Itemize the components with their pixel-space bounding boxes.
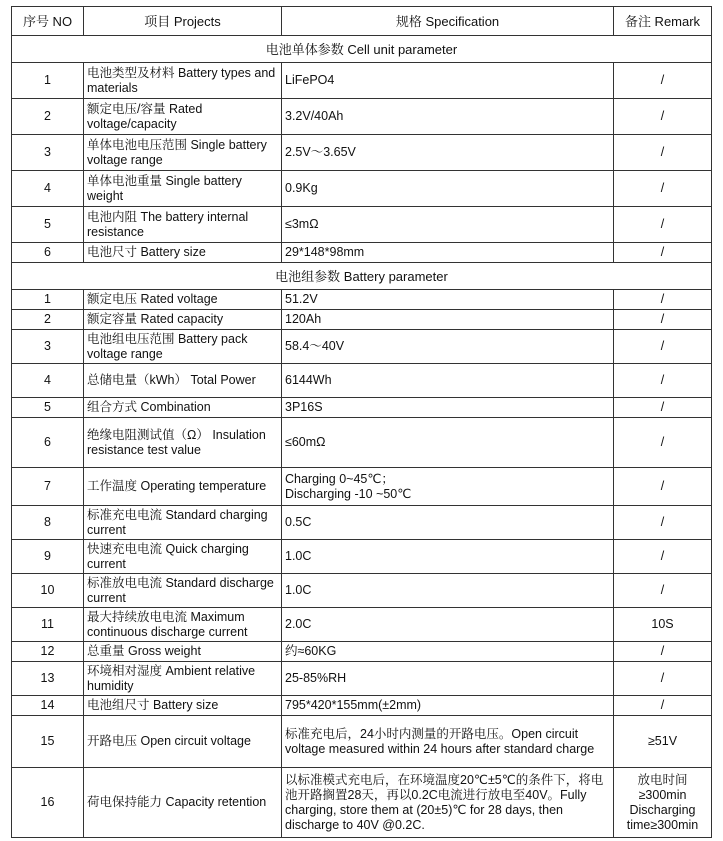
- row-project: [84, 768, 282, 838]
- table-row: [12, 398, 712, 418]
- table-row: [12, 608, 712, 642]
- header-spec: 规格 Specification: [282, 7, 614, 36]
- row-number: [12, 662, 84, 696]
- row-spec-text: 1.0C: [285, 549, 312, 563]
- row-number-text: 2: [44, 109, 51, 123]
- row-number-text: 12: [40, 644, 55, 658]
- row-number-text: 6: [44, 245, 51, 259]
- row-remark: [614, 99, 712, 135]
- row-remark-text: /: [660, 145, 665, 159]
- table-row: [12, 574, 712, 608]
- table-row: [12, 207, 712, 243]
- row-remark-text: /: [660, 373, 665, 387]
- row-spec-text: 约≈60KG: [285, 644, 337, 658]
- table-header-row: [12, 7, 712, 36]
- row-project-text: 电池尺寸 Battery size: [87, 245, 206, 259]
- row-project-text: 总重量 Gross weight: [87, 644, 201, 658]
- row-remark: [614, 662, 712, 696]
- row-spec: [282, 171, 614, 207]
- row-project-text: 总储电量（kWh） Total Power: [87, 373, 256, 387]
- row-project: [84, 243, 282, 263]
- row-number: [12, 716, 84, 768]
- row-spec-text: 3P16S: [285, 400, 323, 414]
- table-row: [12, 696, 712, 716]
- row-number: [12, 310, 84, 330]
- row-remark: [614, 207, 712, 243]
- row-number-text: 2: [44, 312, 51, 326]
- row-spec: [282, 135, 614, 171]
- row-number-text: 3: [44, 145, 51, 159]
- row-project-text: 荷电保持能力 Capacity retention: [87, 795, 267, 809]
- row-spec: [282, 290, 614, 310]
- row-spec-text: 0.9Kg: [285, 181, 318, 195]
- row-number-text: 8: [44, 515, 51, 529]
- row-number: [12, 330, 84, 364]
- row-number-text: 4: [44, 373, 51, 387]
- row-project-text: 标准放电电流 Standard discharge current: [87, 575, 274, 605]
- row-spec-text: 58.4～40V: [285, 339, 345, 353]
- table-row: [12, 468, 712, 506]
- row-remark-text: /: [660, 339, 665, 353]
- row-project: [84, 310, 282, 330]
- pack-section-title: 电池组参数 Battery parameter: [12, 263, 712, 290]
- row-spec: [282, 608, 614, 642]
- row-number: [12, 642, 84, 662]
- header-project: 项目 Projects: [84, 7, 282, 36]
- cell-section-title: 电池单体参数 Cell unit parameter: [12, 36, 712, 63]
- row-project: [84, 99, 282, 135]
- row-remark-text: /: [660, 479, 665, 493]
- row-remark: [614, 696, 712, 716]
- table-row: [12, 63, 712, 99]
- row-remark: [614, 608, 712, 642]
- row-project: [84, 574, 282, 608]
- row-spec: [282, 574, 614, 608]
- row-spec-text: 2.5V～3.65V: [285, 145, 356, 159]
- row-project-text: 工作温度 Operating temperature: [87, 479, 267, 493]
- row-number-text: 1: [44, 73, 51, 87]
- row-remark: [614, 364, 712, 398]
- row-remark-text: /: [660, 515, 665, 529]
- row-remark-text: /: [660, 435, 665, 449]
- row-project-text: 快速充电电流 Quick charging current: [87, 541, 249, 571]
- row-remark: [614, 398, 712, 418]
- row-project-text: 最大持续放电电流 Maximum continuous discharge current: [87, 609, 248, 639]
- row-spec: [282, 418, 614, 468]
- row-number: [12, 696, 84, 716]
- row-remark: [614, 468, 712, 506]
- row-spec: [282, 768, 614, 838]
- row-number: [12, 135, 84, 171]
- row-number-text: 11: [41, 617, 54, 631]
- row-spec: [282, 642, 614, 662]
- row-spec-text: 25-85%RH: [285, 671, 347, 685]
- row-remark: [614, 330, 712, 364]
- row-project: [84, 364, 282, 398]
- row-spec: [282, 398, 614, 418]
- row-spec-text: LiFePO4: [285, 73, 335, 87]
- row-project: [84, 642, 282, 662]
- row-spec-text: 0.5C: [285, 515, 312, 529]
- row-project-text: 电池内阻 The battery internal resistance: [87, 209, 249, 239]
- row-number: [12, 608, 84, 642]
- row-number-text: 1: [44, 292, 51, 306]
- row-remark: [614, 768, 712, 838]
- row-spec-text: 3.2V/40Ah: [285, 109, 344, 123]
- table-row: [12, 662, 712, 696]
- table-row: [12, 540, 712, 574]
- row-project-text: 绝缘电阻测试值（Ω） Insulation resistance test value: [87, 427, 266, 457]
- table-row: [12, 642, 712, 662]
- row-project: [84, 330, 282, 364]
- row-project: [84, 290, 282, 310]
- row-project: [84, 418, 282, 468]
- spec-table: [11, 6, 712, 838]
- row-spec: [282, 662, 614, 696]
- row-spec: [282, 696, 614, 716]
- row-spec: [282, 540, 614, 574]
- row-project-text: 电池组电压范围 Battery pack voltage range: [87, 331, 248, 361]
- row-remark-text: /: [660, 698, 665, 712]
- row-remark-text: 放电时间≥300min Discharging time≥300min: [626, 772, 699, 832]
- row-number-text: 5: [44, 217, 51, 231]
- row-number: [12, 506, 84, 540]
- row-remark-text: /: [660, 73, 665, 87]
- row-number-text: 15: [40, 734, 55, 748]
- row-spec-line2: Discharging -10 ~50℃: [285, 486, 412, 501]
- row-number-text: 7: [44, 479, 51, 493]
- row-number: [12, 364, 84, 398]
- table-row: [12, 364, 712, 398]
- row-spec: [282, 63, 614, 99]
- row-spec-text: 1.0C: [285, 583, 312, 597]
- row-number: [12, 63, 84, 99]
- row-number-text: 3: [44, 339, 51, 353]
- row-project-text: 额定电压 Rated voltage: [87, 292, 218, 306]
- table-row: [12, 768, 712, 838]
- row-remark-text: /: [660, 109, 665, 123]
- header-remark: 备注 Remark: [614, 7, 712, 36]
- row-project: [84, 468, 282, 506]
- row-number-text: 13: [40, 671, 55, 685]
- row-spec-text: 51.2V: [285, 292, 318, 306]
- row-remark-text: /: [660, 549, 665, 563]
- row-remark-text: 10S: [651, 617, 674, 631]
- row-project: [84, 171, 282, 207]
- row-remark: [614, 135, 712, 171]
- row-spec-text: 标准充电后，24小时内测量的开路电压。Open circuit voltage measured within 24 hours after standard charge: [285, 726, 595, 756]
- row-spec: [282, 716, 614, 768]
- table-row: [12, 290, 712, 310]
- row-project: [84, 506, 282, 540]
- row-project-text: 开路电压 Open circuit voltage: [87, 734, 251, 748]
- row-number: [12, 574, 84, 608]
- row-project-text: 电池组尺寸 Battery size: [87, 698, 219, 712]
- row-remark-text: /: [660, 644, 665, 658]
- table-row: [12, 135, 712, 171]
- row-spec-text: ≤3mΩ: [285, 217, 319, 231]
- table-row: [12, 418, 712, 468]
- row-remark: [614, 574, 712, 608]
- row-spec: [282, 506, 614, 540]
- row-remark: [614, 716, 712, 768]
- row-remark: [614, 310, 712, 330]
- row-project-text: 额定电压/容量 Rated voltage/capacity: [87, 101, 203, 131]
- row-number-text: 9: [44, 549, 51, 563]
- row-project: [84, 696, 282, 716]
- row-number: [12, 468, 84, 506]
- table-row: [12, 99, 712, 135]
- section-title-row: [12, 263, 712, 290]
- row-remark-text: /: [660, 400, 665, 414]
- row-number: [12, 768, 84, 838]
- row-remark: [614, 243, 712, 263]
- row-remark: [614, 540, 712, 574]
- row-remark-text: /: [660, 181, 665, 195]
- row-project: [84, 207, 282, 243]
- row-spec: [282, 310, 614, 330]
- row-project: [84, 540, 282, 574]
- row-spec-text: 29*148*98mm: [285, 245, 365, 259]
- row-remark: [614, 642, 712, 662]
- row-spec: [282, 330, 614, 364]
- row-project-text: 单体电池重量 Single battery weight: [87, 173, 242, 203]
- row-spec: [282, 99, 614, 135]
- row-number: [12, 171, 84, 207]
- row-remark: [614, 171, 712, 207]
- row-remark-text: ≥51V: [647, 734, 678, 748]
- row-number-text: 5: [44, 400, 51, 414]
- row-project: [84, 608, 282, 642]
- row-number: [12, 540, 84, 574]
- row-spec-text: 795*420*155mm(±2mm): [285, 698, 422, 712]
- row-spec: [282, 207, 614, 243]
- row-remark-text: /: [660, 217, 665, 231]
- row-remark-text: /: [660, 245, 665, 259]
- row-number: [12, 99, 84, 135]
- row-remark-text: /: [660, 292, 665, 306]
- row-spec: [282, 364, 614, 398]
- row-spec: [282, 468, 614, 506]
- row-number: [12, 207, 84, 243]
- row-remark: [614, 290, 712, 310]
- row-project-text: 标准充电电流 Standard charging current: [87, 507, 268, 537]
- row-spec-text: 6144Wh: [285, 373, 332, 387]
- row-project-text: 环境相对湿度 Ambient relative humidity: [87, 663, 256, 693]
- row-spec-text: 以标准模式充电后，在环境温度20℃±5℃的条件下，将电池开路搁置28天，再以0.2C电流进行放电至40V。Fully charging, store them at (20±5)℃ for 28 days, then discharge to 40V @0.2C.: [285, 772, 604, 832]
- table-row: [12, 330, 712, 364]
- row-remark: [614, 418, 712, 468]
- row-number: [12, 418, 84, 468]
- row-number: [12, 398, 84, 418]
- section-title-row: [12, 36, 712, 63]
- table-row: [12, 171, 712, 207]
- row-project: [84, 716, 282, 768]
- row-project-text: 电池类型及材料 Battery types and materials: [87, 65, 276, 95]
- row-project-text: 组合方式 Combination: [87, 400, 211, 414]
- row-project: [84, 135, 282, 171]
- row-remark-text: /: [660, 312, 665, 326]
- row-remark-text: /: [660, 583, 665, 597]
- row-remark-text: /: [660, 671, 665, 685]
- row-spec-text: 2.0C: [285, 617, 312, 631]
- table-body: [12, 36, 712, 838]
- row-remark: [614, 506, 712, 540]
- table-row: [12, 716, 712, 768]
- row-number-text: 4: [44, 181, 51, 195]
- table-row: [12, 310, 712, 330]
- row-project-text: 额定容量 Rated capacity: [87, 312, 224, 326]
- row-spec-text: 120Ah: [285, 312, 322, 326]
- table-row: [12, 243, 712, 263]
- row-project-text: 单体电池电压范围 Single battery voltage range: [87, 137, 267, 167]
- row-project: [84, 398, 282, 418]
- row-number: [12, 290, 84, 310]
- row-number-text: 16: [40, 795, 55, 809]
- row-spec: [282, 243, 614, 263]
- row-remark: [614, 63, 712, 99]
- row-spec-text: ≤60mΩ: [285, 435, 326, 449]
- row-number: [12, 243, 84, 263]
- table-row: [12, 506, 712, 540]
- row-project: [84, 662, 282, 696]
- row-number-text: 10: [40, 583, 55, 597]
- row-spec-text: Charging 0~45℃；: [285, 471, 394, 486]
- row-number-text: 14: [40, 698, 55, 712]
- row-number-text: 6: [44, 435, 51, 449]
- header-no: 序号 NO: [12, 7, 84, 36]
- row-project: [84, 63, 282, 99]
